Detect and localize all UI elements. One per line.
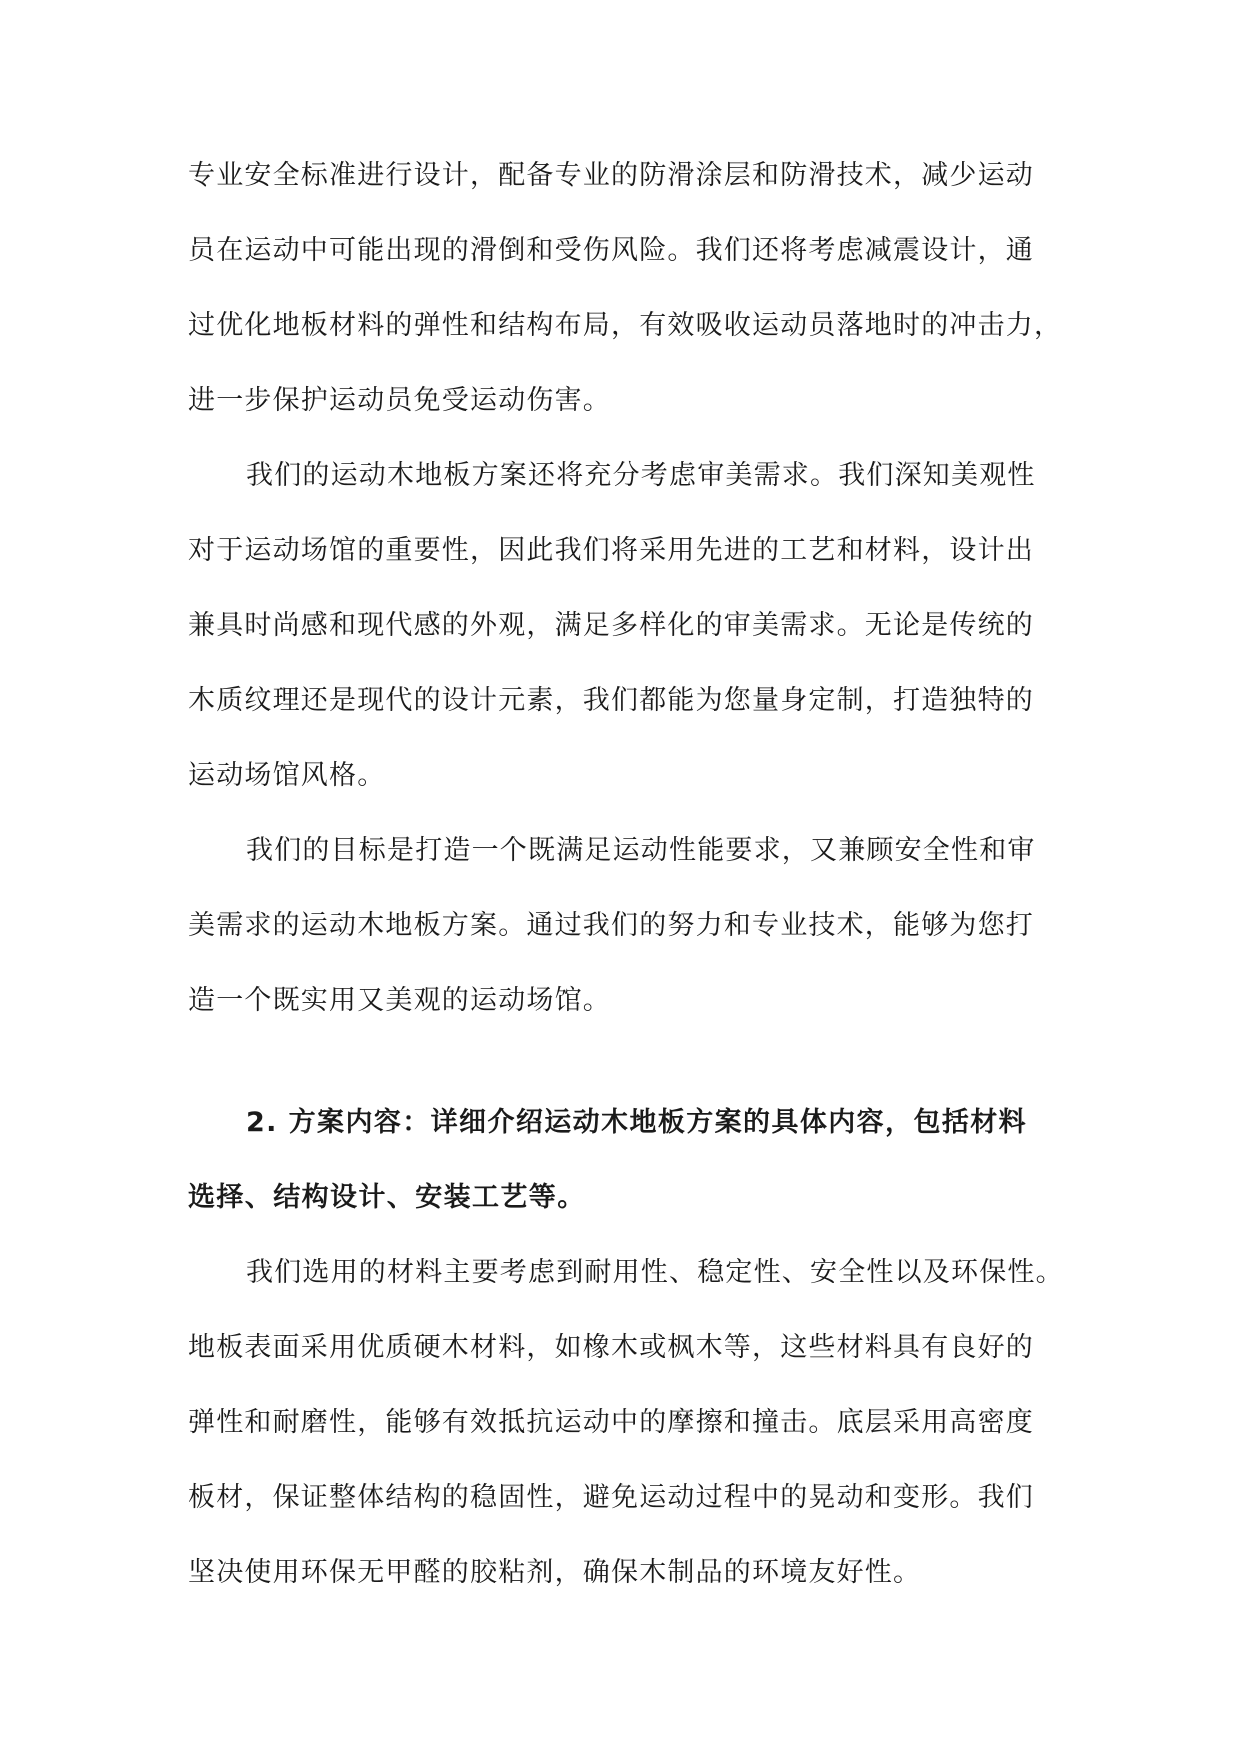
text-line: 进一步保护运动员免受运动伤害。	[188, 385, 611, 416]
heading-line: 选择、结构设计、安装工艺等。	[188, 1182, 586, 1213]
text-line: 我们的目标是打造一个既满足运动性能要求，又兼顾安全性和审	[246, 835, 1036, 866]
section-spacer	[188, 1038, 1088, 1085]
text-line: 板材，保证整体结构的稳固性，避免运动过程中的晃动和变形。我们	[188, 1482, 1034, 1513]
paragraph-safety	[188, 138, 1088, 438]
text-line: 对于运动场馆的重要性，因此我们将采用先进的工艺和材料，设计出	[188, 535, 1034, 566]
text-line: 美需求的运动木地板方案。通过我们的努力和专业技术，能够为您打	[188, 910, 1034, 941]
document-page	[188, 138, 1088, 1610]
paragraph-aesthetics	[188, 438, 1088, 813]
heading-line: 2. 方案内容：详细介绍运动木地板方案的具体内容，包括材料	[246, 1107, 1028, 1138]
text-line: 我们的运动木地板方案还将充分考虑审美需求。我们深知美观性	[246, 460, 1036, 491]
paragraph-goal	[188, 813, 1088, 1038]
text-line: 坚决使用环保无甲醛的胶粘剂，确保木制品的环境友好性。	[188, 1557, 922, 1588]
text-line: 我们选用的材料主要考虑到耐用性、稳定性、安全性以及环保性。	[246, 1257, 1064, 1288]
text-line: 地板表面采用优质硬木材料，如橡木或枫木等，这些材料具有良好的	[188, 1332, 1034, 1363]
text-line: 兼具时尚感和现代感的外观，满足多样化的审美需求。无论是传统的	[188, 610, 1034, 641]
text-line: 专业安全标准进行设计，配备专业的防滑涂层和防滑技术，减少运动	[188, 160, 1034, 191]
text-line: 弹性和耐磨性，能够有效抵抗运动中的摩擦和撞击。底层采用高密度	[188, 1407, 1034, 1438]
text-line: 造一个既实用又美观的运动场馆。	[188, 985, 611, 1016]
text-line: 过优化地板材料的弹性和结构布局，有效吸收运动员落地时的冲击力，	[188, 310, 1063, 341]
text-line: 木质纹理还是现代的设计元素，我们都能为您量身定制，打造独特的	[188, 685, 1034, 716]
text-line: 员在运动中可能出现的滑倒和受伤风险。我们还将考虑减震设计，通	[188, 235, 1034, 266]
section-heading	[188, 1085, 1088, 1235]
paragraph-materials	[188, 1235, 1088, 1610]
text-line: 运动场馆风格。	[188, 760, 386, 791]
